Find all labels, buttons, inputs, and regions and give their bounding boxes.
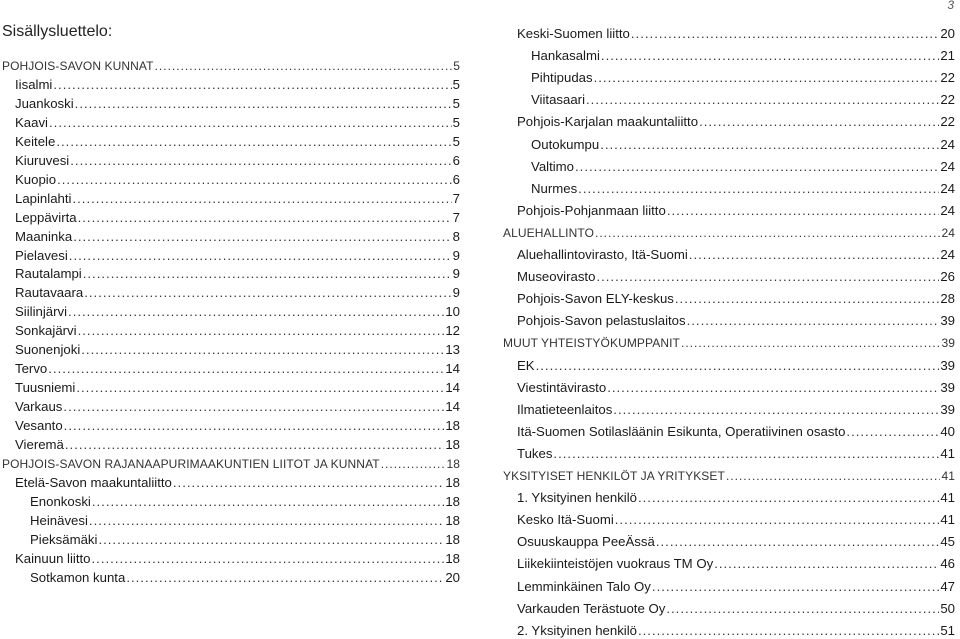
toc-entry-page: 39: [941, 336, 955, 351]
toc-entry-label: Aluehallintovirasto, Itä-Suomi: [517, 247, 688, 262]
toc-entry-page: 24: [940, 136, 955, 152]
toc-entry-label: Tervo: [15, 361, 48, 377]
toc-leader-dots: [57, 172, 452, 188]
toc-entry-page: 41: [940, 445, 955, 461]
toc-entry-page: 28: [940, 291, 955, 307]
toc-entry[interactable]: [503, 225, 955, 241]
toc-entry-page: 41: [940, 512, 955, 528]
toc-entry-label: Suonenjoki: [15, 342, 81, 358]
toc-entry-label: Itä-Suomen Sotilasläänin Esikunta, Operatiivinen osasto: [517, 423, 846, 439]
toc-leader-dots: [64, 418, 445, 434]
toc-entry-page: 5: [452, 114, 460, 130]
toc-entry-page: 18: [445, 437, 460, 452]
toc-leader-dots: [726, 468, 941, 484]
toc-entry[interactable]: [517, 424, 955, 440]
toc-entry-label: Ilmatieteenlaitos: [517, 401, 613, 417]
toc-entry[interactable]: [531, 48, 955, 64]
toc-leader-dots: [631, 26, 939, 42]
toc-entry-label: Rautavaara: [15, 285, 84, 301]
toc-leader-dots: [48, 361, 444, 377]
toc-entry-page: 9: [452, 266, 460, 282]
toc-entry[interactable]: [15, 229, 460, 245]
toc-entry[interactable]: [15, 248, 460, 264]
toc-entry-label: MUUT YHTEISTYÖKUMPPANIT: [503, 336, 680, 351]
toc-entry-label: Sotkamon kunta: [30, 569, 126, 585]
toc-entry-page: 5: [452, 76, 460, 92]
toc-entry-page: 39: [940, 357, 955, 373]
toc-entry-page: 24: [941, 225, 955, 240]
toc-entry-page: 18: [445, 512, 460, 528]
toc-entry-page: 10: [445, 304, 460, 320]
toc-entry[interactable]: [517, 291, 955, 307]
toc-leader-dots: [65, 437, 444, 453]
toc-entry-page: 20: [445, 569, 460, 585]
toc-entry-label: Kesko Itä-Suomi: [517, 512, 614, 528]
toc-leader-dots: [652, 579, 939, 595]
toc-entry-label: POHJOIS-SAVON KUNNAT: [2, 59, 154, 73]
toc-entry[interactable]: [517, 313, 955, 329]
toc-leader-dots: [600, 137, 939, 153]
toc-entry-page: 39: [940, 401, 955, 417]
toc-entry-label: Siilinjärvi: [15, 304, 68, 320]
toc-entry-label: Etelä-Savon maakuntaliitto: [15, 474, 172, 490]
toc-entry-label: Pohjois-Karjalan maakuntaliitto: [517, 114, 699, 130]
toc-entry[interactable]: [517, 358, 955, 374]
toc-entry-label: Kuopio: [15, 171, 57, 187]
toc-entry[interactable]: [15, 323, 460, 339]
toc-leader-dots: [75, 96, 452, 112]
toc-leader-dots: [83, 266, 452, 282]
toc-leader-dots: [667, 203, 940, 219]
toc-entry[interactable]: [517, 203, 955, 219]
toc-entry-label: Valtimo: [531, 158, 574, 174]
toc-entry-label: Vieremä: [15, 437, 64, 452]
toc-entry-page: 22: [940, 92, 955, 108]
toc-entry-label: Hankasalmi: [531, 48, 600, 64]
toc-entry-page: 14: [445, 361, 460, 377]
toc-entry[interactable]: [15, 361, 460, 377]
toc-entry-page: 9: [452, 247, 460, 263]
toc-entry[interactable]: [517, 512, 955, 528]
toc-leader-dots: [92, 494, 444, 510]
toc-entry-page: 18: [446, 456, 460, 471]
toc-entry[interactable]: [503, 335, 955, 351]
toc-entry-page: 6: [452, 171, 460, 187]
toc-entry[interactable]: [531, 181, 955, 197]
toc-entry-page: 50: [940, 600, 955, 616]
toc-entry[interactable]: [517, 556, 955, 572]
toc-leader-dots: [687, 313, 940, 329]
toc-entry-page: 51: [940, 622, 955, 638]
toc-entry-page: 5: [452, 95, 460, 111]
toc-entry-page: 24: [940, 247, 955, 262]
toc-entry-label: Leppävirta: [15, 209, 77, 225]
toc-entry-page: 18: [445, 474, 460, 490]
toc-entry-page: 46: [940, 556, 955, 572]
toc-entry[interactable]: [531, 159, 955, 175]
toc-entry[interactable]: [30, 570, 460, 586]
toc-entry-page: 18: [445, 531, 460, 547]
toc-leader-dots: [78, 323, 445, 339]
toc-entry-label: Lapinlahti: [15, 190, 72, 206]
toc-entry-page: 41: [940, 490, 955, 506]
toc-entry-page: 47: [940, 578, 955, 594]
toc-leader-dots: [699, 114, 939, 130]
toc-entry[interactable]: [2, 58, 460, 74]
toc-leader-dots: [78, 210, 452, 226]
toc-entry-label: Museovirasto: [517, 269, 596, 285]
toc-entry-page: 8: [452, 228, 460, 244]
toc-leader-dots: [126, 570, 444, 586]
toc-entry[interactable]: [517, 269, 955, 285]
toc-leader-dots: [76, 380, 444, 396]
toc-entry-label: Varkauden Terästuote Oy: [517, 600, 666, 616]
toc-leader-dots: [72, 191, 451, 207]
toc-leader-dots: [596, 269, 939, 285]
toc-entry-label: Keski-Suomen liitto: [517, 26, 630, 41]
toc-leader-dots: [607, 380, 939, 396]
toc-leader-dots: [69, 248, 452, 264]
toc-entry-label: Rautalampi: [15, 266, 82, 282]
toc-entry-page: 26: [940, 269, 955, 285]
toc-entry[interactable]: [2, 456, 460, 472]
toc-entry-page: 6: [452, 152, 460, 168]
toc-entry-label: Kaavi: [15, 114, 48, 130]
toc-leader-dots: [84, 285, 451, 301]
toc-entry-label: Tuusniemi: [15, 380, 76, 396]
toc-entry[interactable]: [15, 418, 460, 434]
toc-entry-label: Enonkoski: [30, 493, 91, 509]
toc-leader-dots: [615, 512, 940, 528]
toc-leader-dots: [594, 70, 940, 86]
toc-leader-dots: [681, 335, 940, 351]
toc-entry-page: 24: [940, 180, 955, 196]
toc-leader-dots: [536, 358, 940, 374]
toc-entry-label: Liikekiinteistöjen vuokraus TM Oy: [517, 556, 714, 572]
toc-entry-label: 1. Yksityinen henkilö: [517, 490, 637, 506]
toc-leader-dots: [595, 225, 940, 241]
toc-entry[interactable]: [15, 380, 460, 396]
toc-leader-dots: [553, 446, 939, 462]
toc-leader-dots: [689, 247, 940, 263]
toc-entry-label: YKSITYISET HENKILÖT JA YRITYKSET: [503, 469, 725, 483]
toc-entry-page: 39: [940, 379, 955, 395]
toc-entry-label: Pohjois-Savon ELY-keskus: [517, 291, 674, 307]
toc-entry-label: Kainuun liitto: [15, 550, 91, 566]
toc-entry[interactable]: [15, 191, 460, 207]
toc-leader-dots: [381, 456, 446, 472]
toc-entry-page: 18: [445, 550, 460, 566]
toc-entry-page: 12: [445, 323, 460, 339]
toc-entry-page: 9: [452, 285, 460, 301]
toc-entry-label: Tukes: [517, 445, 553, 461]
toc-entry[interactable]: [517, 579, 955, 595]
toc-leader-dots: [49, 115, 452, 131]
toc-entry[interactable]: [517, 380, 955, 396]
toc-entry-page: 14: [445, 399, 460, 415]
toc-entry[interactable]: [15, 172, 460, 188]
toc-leader-dots: [714, 556, 939, 572]
toc-entry-label: 2. Yksityinen henkilö: [517, 622, 637, 638]
toc-leader-dots: [575, 159, 939, 175]
toc-leader-dots: [613, 402, 939, 418]
toc-entry-page: 39: [940, 313, 955, 329]
toc-entry[interactable]: [15, 115, 460, 131]
toc-entry-page: 20: [940, 26, 955, 41]
toc-entry[interactable]: [15, 304, 460, 320]
toc-entry[interactable]: [15, 96, 460, 112]
toc-leader-dots: [98, 532, 444, 548]
toc-entry[interactable]: [517, 446, 955, 462]
toc-entry[interactable]: [30, 513, 460, 529]
toc-entry-page: 7: [452, 190, 460, 206]
toc-leader-dots: [73, 229, 451, 245]
toc-leader-dots: [68, 304, 444, 320]
toc-entry[interactable]: [15, 153, 460, 169]
toc-entry[interactable]: [517, 490, 955, 506]
toc-entry-label: Lemminkäinen Talo Oy: [517, 578, 651, 594]
toc-entry-label: Pielavesi: [15, 247, 68, 263]
toc-leader-dots: [92, 551, 445, 567]
toc-entry[interactable]: [15, 437, 460, 453]
toc-entry-label: Outokumpu: [531, 136, 600, 152]
toc-entry[interactable]: [15, 77, 460, 93]
toc-entry-page: 45: [940, 534, 955, 550]
toc-entry-label: Pihtipudas: [531, 70, 593, 86]
page-number: 3: [947, 0, 954, 12]
toc-entry[interactable]: [531, 92, 955, 108]
toc-entry[interactable]: [15, 285, 460, 301]
toc-leader-dots: [155, 58, 453, 74]
toc-entry-label: Keitele: [15, 133, 56, 149]
toc-leader-dots: [586, 92, 939, 108]
toc-entry[interactable]: [503, 468, 955, 484]
toc-entry-page: 24: [940, 202, 955, 218]
toc-title: Sisällysluettelo:: [2, 23, 113, 40]
toc-leader-dots: [56, 134, 451, 150]
toc-entry-page: 22: [940, 70, 955, 86]
toc-entry-label: Pohjois-Pohjanmaan liitto: [517, 202, 666, 218]
toc-entry[interactable]: [517, 534, 955, 550]
toc-entry-page: 40: [940, 423, 955, 439]
toc-entry-label: Kiuruvesi: [15, 152, 70, 168]
toc-entry[interactable]: [15, 551, 460, 567]
toc-leader-dots: [666, 601, 939, 617]
toc-entry-label: Maaninka: [15, 228, 73, 244]
toc-entry-label: Varkaus: [15, 399, 63, 415]
toc-leader-dots: [53, 77, 451, 93]
toc-entry[interactable]: [30, 532, 460, 548]
toc-entry[interactable]: [517, 114, 955, 130]
toc-entry[interactable]: [15, 134, 460, 150]
toc-entry-label: ALUEHALLINTO: [503, 225, 595, 240]
toc-leader-dots: [70, 153, 451, 169]
toc-entry-label: Heinävesi: [30, 512, 88, 528]
toc-entry[interactable]: [531, 70, 955, 86]
toc-entry-page: 13: [445, 342, 460, 358]
toc-entry[interactable]: [517, 26, 955, 42]
toc-entry[interactable]: [15, 266, 460, 282]
toc-entry-label: Pohjois-Savon pelastuslaitos: [517, 313, 686, 329]
toc-entry[interactable]: [15, 399, 460, 415]
toc-leader-dots: [638, 490, 939, 506]
toc-entry-label: Sonkajärvi: [15, 323, 77, 339]
toc-entry-page: 41: [941, 469, 955, 483]
toc-leader-dots: [846, 424, 939, 440]
toc-entry[interactable]: [517, 601, 955, 617]
toc-entry-page: 5: [452, 133, 460, 149]
toc-entry-label: Juankoski: [15, 95, 74, 111]
toc-leader-dots: [63, 399, 444, 415]
toc-entry-label: EK: [517, 357, 535, 373]
toc-entry-page: 22: [940, 114, 955, 130]
toc-leader-dots: [578, 181, 939, 197]
toc-leader-dots: [638, 623, 939, 639]
toc-entry-label: Vesanto: [15, 418, 63, 434]
toc-entry[interactable]: [517, 402, 955, 418]
toc-leader-dots: [601, 48, 939, 64]
toc-entry-label: POHJOIS-SAVON RAJANAAPURIMAAKUNTIEN LIITOT JA KUNNAT: [2, 456, 380, 471]
toc-entry-label: Viitasaari: [531, 92, 585, 108]
toc-entry[interactable]: [517, 247, 955, 263]
toc-entry-label: Osuuskauppa PeeÄssä: [517, 534, 655, 550]
toc-entry[interactable]: [15, 210, 460, 226]
toc-entry[interactable]: [531, 137, 955, 153]
toc-entry[interactable]: [30, 494, 460, 510]
toc-entry-page: 5: [453, 59, 460, 73]
toc-leader-dots: [173, 475, 444, 491]
toc-entry-page: 18: [445, 418, 460, 434]
toc-entry[interactable]: [15, 475, 460, 491]
toc-leader-dots: [81, 342, 444, 358]
toc-entry-label: Iisalmi: [15, 76, 53, 92]
toc-entry-label: Pieksämäki: [30, 531, 98, 547]
toc-entry-page: 7: [452, 209, 460, 225]
toc-entry-page: 21: [940, 48, 955, 64]
toc-leader-dots: [656, 534, 940, 550]
toc-entry-page: 18: [445, 493, 460, 509]
toc-entry-page: 14: [445, 380, 460, 396]
toc-leader-dots: [89, 513, 444, 529]
toc-entry-label: Nurmes: [531, 180, 578, 196]
toc-entry-page: 24: [940, 158, 955, 174]
toc-entry[interactable]: [517, 623, 955, 639]
toc-entry[interactable]: [15, 342, 460, 358]
toc-entry-label: Viestintävirasto: [517, 379, 607, 395]
toc-leader-dots: [675, 291, 939, 307]
